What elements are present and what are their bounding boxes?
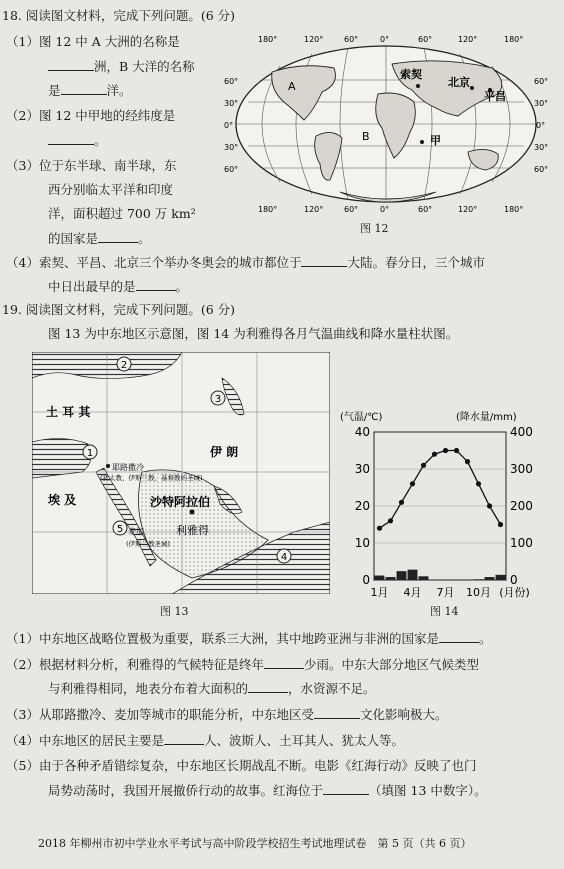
tick-label: 0° (380, 35, 390, 44)
x-axis-unit-label: (月份) (499, 586, 530, 599)
q18-p1-line3: 是 洋。 (48, 83, 132, 98)
q18-p1-line2: 洲，B 大洋的名称 (48, 58, 195, 75)
left-tick-label: 10 (354, 536, 370, 550)
climate-chart (338, 400, 552, 610)
q19-p4: （4）中东地区的居民主要是 人、波斯人、土耳其人、犹太人等。 (6, 733, 404, 748)
jia-label: 甲 (430, 134, 441, 147)
precipitation-bar (419, 576, 429, 580)
tick-label: 60° (534, 165, 549, 174)
answer-blank[interactable] (48, 58, 94, 71)
jia-point (420, 140, 424, 144)
answer-blank[interactable] (136, 278, 176, 291)
precipitation-bar (397, 571, 407, 580)
tick-label: 60° (534, 77, 549, 86)
pingchang-label: 平昌 (484, 90, 506, 103)
x-tick-label: 4月 (403, 586, 422, 599)
right-tick-label: 0 (510, 573, 518, 587)
answer-blank[interactable] (164, 732, 204, 745)
x-tick-label: 1月 (370, 586, 389, 599)
temperature-point (465, 459, 470, 464)
right-tick-label: 300 (510, 462, 533, 476)
marker-1-label: 1 (86, 448, 94, 459)
figure-12-caption: 图 12 (360, 222, 389, 235)
x-tick-label: 10月 (466, 586, 491, 599)
answer-blank[interactable] (48, 132, 94, 145)
figure-13-caption: 图 13 (160, 605, 189, 618)
riyadh-point (190, 510, 195, 515)
jerusalem-label: 耶路撒冷 (112, 463, 144, 472)
tick-label: 30° (534, 99, 549, 108)
q18-p3-line3: 洋，面积超过 700 万 km² (48, 206, 196, 221)
jerusalem-note: (犹太教、伊斯兰教、基督教的圣城) (100, 474, 203, 482)
middle-east-map-figure (32, 352, 330, 594)
temperature-point (399, 500, 404, 505)
mecca-label: 麦加 (128, 527, 144, 536)
beijing-point (470, 86, 474, 90)
jerusalem-point (106, 464, 110, 468)
answer-blank[interactable] (314, 706, 360, 719)
temperature-point (454, 448, 459, 453)
egypt-label: 埃 及 (48, 493, 77, 507)
left-tick-label: 40 (354, 425, 370, 439)
temperature-point (443, 448, 448, 453)
left-tick-label: 0 (362, 573, 370, 587)
tick-label: 60° (224, 77, 239, 86)
left-tick-label: 30 (354, 462, 370, 476)
q19-p5-line2: 局势动荡时，我国开展撤侨行动的故事。红海位于 （填图 13 中数字）。 (48, 783, 487, 798)
q18-heading: 18. 阅读图文材料，完成下列问题。(6 分) (2, 8, 236, 23)
ocean-label-b: B (362, 130, 370, 143)
q18-p3-line4: 的国家是 。 (48, 231, 151, 246)
q19-p5-line1: （5）由于各种矛盾错综复杂，中东地区长期战乱不断。电影《红海行动》反映了也门 (6, 758, 477, 773)
tick-label: 0° (380, 205, 390, 214)
mecca-note: (伊斯兰教圣城) (126, 540, 171, 548)
left-tick-label: 20 (354, 499, 370, 513)
temperature-point (432, 452, 437, 457)
temperature-point (476, 481, 481, 486)
temperature-line (380, 451, 501, 529)
right-axis-title: (降水量/mm) (456, 412, 517, 423)
q19-p2-line1: （2）根据材料分析，利雅得的气候特征是终年 少雨。中东大部分地区气候类型 (6, 657, 479, 672)
precipitation-bar (408, 570, 418, 580)
temperature-point (410, 481, 415, 486)
answer-blank[interactable] (323, 782, 369, 795)
sochi-label: 索契 (400, 68, 422, 81)
tick-label: 0° (224, 121, 234, 130)
temperature-point (421, 463, 426, 468)
tick-label: 180° (258, 35, 278, 44)
page-footer: 2018 年柳州市初中学业水平考试与高中阶段学校招生考试地理试卷 第 5 页（共 6 页） (38, 837, 472, 850)
q19-p1: （1）中东地区战略位置极为重要，联系三大洲，其中地跨亚洲与非洲的国家是 。 (6, 631, 492, 646)
tick-label: 120° (458, 205, 478, 214)
temperature-point (487, 503, 492, 508)
tick-label: 30° (224, 143, 239, 152)
iran-label: 伊 朗 (210, 445, 239, 459)
answer-blank[interactable] (61, 82, 107, 95)
precipitation-bar (485, 577, 495, 580)
tick-label: 120° (304, 205, 324, 214)
tick-label: 30° (224, 99, 239, 108)
right-tick-label: 100 (510, 536, 533, 550)
q19-heading: 19. 阅读图文材料，完成下列问题。(6 分) (2, 302, 236, 317)
q18-p2-line2: 。 (48, 132, 107, 149)
q18-p4-line2: 中日出最早的是 。 (48, 279, 189, 294)
beijing-label: 北京 (448, 76, 470, 89)
marker-4-label: 4 (280, 552, 288, 563)
riyadh-label: 利雅得 (176, 524, 209, 537)
precipitation-bar (474, 579, 484, 580)
tick-label: 180° (504, 35, 524, 44)
temperature-point (377, 526, 382, 531)
tick-label: 60° (344, 205, 359, 214)
tick-label: 180° (504, 205, 524, 214)
answer-blank[interactable] (264, 656, 304, 669)
x-tick-label: 7月 (436, 586, 455, 599)
q18-p3-line1: （3）位于东半球、南半球，东 (6, 158, 177, 173)
marker-3-label: 3 (214, 394, 222, 405)
tick-label: 30° (534, 143, 549, 152)
tick-label: 120° (304, 35, 324, 44)
temperature-point (388, 518, 393, 523)
q18-p4-line1: （4）索契、平昌、北京三个举办冬奥会的城市都位于 大陆。春分日，三个城市 (6, 255, 485, 270)
right-tick-label: 200 (510, 499, 533, 513)
figure-14-caption: 图 14 (430, 605, 459, 618)
marker-5-label: 5 (116, 524, 124, 535)
q19-p3: （3）从耶路撒冷、麦加等城市的职能分析，中东地区受 文化影响极大。 (6, 707, 448, 722)
precipitation-bar (386, 577, 396, 580)
tick-label: 60° (418, 205, 433, 214)
sochi-point (416, 84, 420, 88)
left-axis-title: (气温/℃) (340, 412, 383, 423)
turkey-label: 土 耳 其 (46, 405, 91, 419)
tick-label: 180° (258, 205, 278, 214)
answer-blank[interactable] (98, 230, 138, 243)
tick-label: 60° (418, 35, 433, 44)
tick-label: 0° (536, 121, 546, 130)
answer-blank[interactable] (248, 680, 288, 693)
q19-intro: 图 13 为中东地区示意图，图 14 为利雅得各月气温曲线和降水量柱状图。 (48, 326, 459, 341)
tick-label: 120° (458, 35, 478, 44)
answer-blank[interactable] (301, 254, 347, 267)
precipitation-bar (375, 576, 385, 580)
continent-label-a: A (288, 80, 296, 93)
right-tick-label: 400 (510, 425, 533, 439)
tick-label: 60° (224, 165, 239, 174)
temperature-point (498, 522, 503, 527)
q18-p2-line1: （2）图 12 中甲地的经纬度是 (6, 108, 176, 123)
answer-blank[interactable] (439, 630, 479, 643)
saudi-label: 沙特阿拉伯 (150, 495, 211, 509)
precipitation-bar (496, 575, 506, 580)
q18-p1-line1: （1）图 12 中 A 大洲的名称是 (6, 34, 180, 49)
marker-2-label: 2 (120, 360, 128, 371)
q18-p3-line2: 西分别临太平洋和印度 (48, 182, 174, 197)
world-map-figure (222, 32, 550, 214)
tick-label: 60° (344, 35, 359, 44)
q19-p2-line2: 与利雅得相同，地表分布着大面积的 ，水资源不足。 (48, 681, 376, 696)
